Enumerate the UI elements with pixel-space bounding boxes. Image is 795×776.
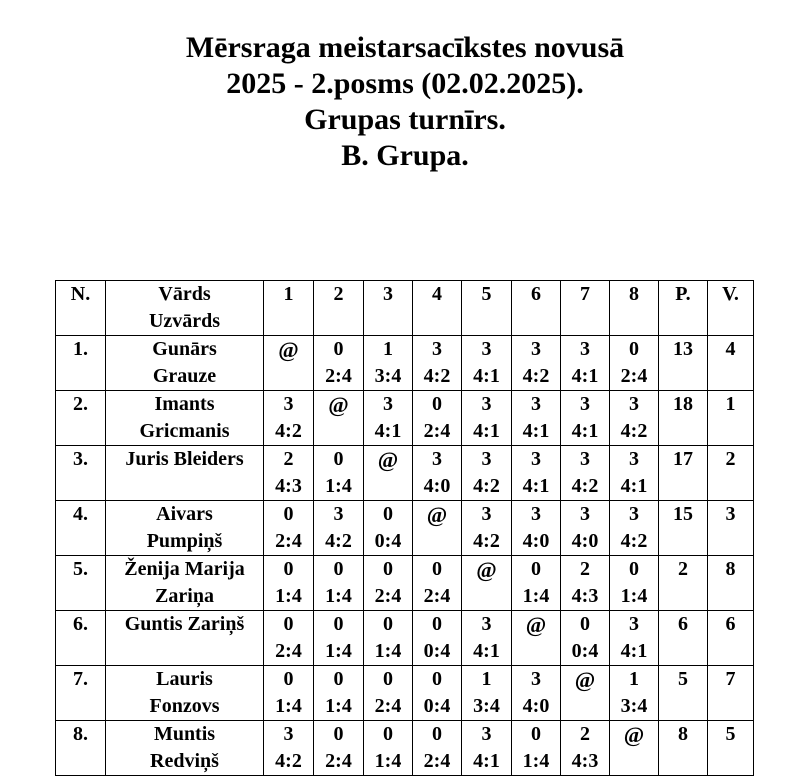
- final-place: 2: [708, 446, 754, 501]
- header-col-5: 5: [462, 281, 512, 336]
- total-points: 15: [659, 501, 708, 556]
- match-cell: 3 4:2: [264, 391, 314, 446]
- match-cell: 3 4:2: [610, 501, 659, 556]
- table-row: [56, 611, 754, 666]
- row-number: 2.: [56, 391, 106, 446]
- table-row: [56, 721, 754, 776]
- table-row: [56, 501, 754, 556]
- header-col-4: 4: [413, 281, 462, 336]
- match-cell: 2 4:3: [561, 556, 610, 611]
- match-cell: 0 2:4: [413, 391, 462, 446]
- match-cell: 0 2:4: [314, 721, 364, 776]
- player-name: Aivars Pumpiņš: [106, 501, 264, 556]
- match-cell: 0 2:4: [610, 336, 659, 391]
- match-cell: 0 1:4: [314, 446, 364, 501]
- title-line-4: B. Grupa.: [341, 139, 469, 172]
- match-cell: 0 0:4: [561, 611, 610, 666]
- final-place: 1: [708, 391, 754, 446]
- row-number: 3.: [56, 446, 106, 501]
- match-cell: @: [264, 336, 314, 391]
- header-col-8: 8: [610, 281, 659, 336]
- header-col-7: 7: [561, 281, 610, 336]
- row-number: 1.: [56, 336, 106, 391]
- match-cell: 3 4:2: [314, 501, 364, 556]
- match-cell: 3 4:1: [462, 336, 512, 391]
- match-cell: @: [314, 391, 364, 446]
- match-cell: 3 4:1: [364, 391, 413, 446]
- match-cell: 3 4:0: [512, 666, 561, 721]
- match-cell: @: [610, 721, 659, 776]
- match-cell: 0 1:4: [314, 556, 364, 611]
- title-line-2: 2025 - 2.posms (02.02.2025).: [226, 67, 584, 100]
- match-cell: 0 1:4: [264, 666, 314, 721]
- table-row: [56, 556, 754, 611]
- match-cell: 3 4:1: [462, 611, 512, 666]
- match-cell: 3 4:1: [462, 721, 512, 776]
- match-cell: 3 4:1: [561, 336, 610, 391]
- match-cell: 0 0:4: [413, 611, 462, 666]
- match-cell: 0 1:4: [364, 611, 413, 666]
- title-line-1: Mērsraga meistarsacīkstes novusā: [185, 31, 625, 64]
- player-name: Imants Gricmanis: [106, 391, 264, 446]
- match-cell: 0 1:4: [512, 556, 561, 611]
- table-row: [56, 391, 754, 446]
- title-line-3: Grupas turnīrs.: [304, 103, 506, 136]
- match-cell: 0 1:4: [512, 721, 561, 776]
- total-points: 2: [659, 556, 708, 611]
- row-number: 6.: [56, 611, 106, 666]
- document-title: [0, 30, 795, 174]
- match-cell: 3 4:0: [561, 501, 610, 556]
- match-cell: 3 4:2: [462, 501, 512, 556]
- total-points: 17: [659, 446, 708, 501]
- match-cell: @: [512, 611, 561, 666]
- header-points: P.: [659, 281, 708, 336]
- total-points: 13: [659, 336, 708, 391]
- match-cell: 3 4:2: [561, 446, 610, 501]
- match-cell: 0 2:4: [264, 501, 314, 556]
- table-row: [56, 446, 754, 501]
- total-points: 8: [659, 721, 708, 776]
- match-cell: 3 4:2: [610, 391, 659, 446]
- total-points: 6: [659, 611, 708, 666]
- table-row: [56, 336, 754, 391]
- match-cell: 0 0:4: [364, 501, 413, 556]
- match-cell: 0 1:4: [364, 721, 413, 776]
- match-cell: 3 4:2: [512, 336, 561, 391]
- match-cell: 0 2:4: [314, 336, 364, 391]
- match-cell: @: [561, 666, 610, 721]
- match-cell: 0 2:4: [264, 611, 314, 666]
- final-place: 5: [708, 721, 754, 776]
- player-name: Juris Bleiders: [106, 446, 264, 501]
- header-col-6: 6: [512, 281, 561, 336]
- match-cell: 1 3:4: [462, 666, 512, 721]
- match-cell: 3 4:1: [561, 391, 610, 446]
- match-cell: 3 4:0: [512, 501, 561, 556]
- match-cell: @: [364, 446, 413, 501]
- match-cell: @: [462, 556, 512, 611]
- match-cell: 2 4:3: [264, 446, 314, 501]
- row-number: 8.: [56, 721, 106, 776]
- match-cell: 0 2:4: [364, 556, 413, 611]
- table-row: [56, 666, 754, 721]
- total-points: 5: [659, 666, 708, 721]
- match-cell: 3 4:2: [264, 721, 314, 776]
- player-name: Lauris Fonzovs: [106, 666, 264, 721]
- row-number: 7.: [56, 666, 106, 721]
- match-cell: 0 1:4: [264, 556, 314, 611]
- row-number: 4.: [56, 501, 106, 556]
- match-cell: 0 1:4: [314, 666, 364, 721]
- total-points: 18: [659, 391, 708, 446]
- match-cell: 2 4:3: [561, 721, 610, 776]
- match-cell: @: [413, 501, 462, 556]
- match-cell: 3 4:1: [512, 391, 561, 446]
- match-cell: 0 1:4: [314, 611, 364, 666]
- match-cell: 3 4:1: [462, 391, 512, 446]
- player-name: Gunārs Grauze: [106, 336, 264, 391]
- final-place: 3: [708, 501, 754, 556]
- player-name: Guntis Zariņš: [106, 611, 264, 666]
- match-cell: 1 3:4: [364, 336, 413, 391]
- header-col-2: 2: [314, 281, 364, 336]
- match-cell: 3 4:0: [413, 446, 462, 501]
- match-cell: 3 4:1: [512, 446, 561, 501]
- header-name: Vārds Uzvārds: [106, 281, 264, 336]
- match-cell: 3 4:1: [610, 446, 659, 501]
- final-place: 4: [708, 336, 754, 391]
- final-place: 7: [708, 666, 754, 721]
- match-cell: 0 2:4: [413, 721, 462, 776]
- match-cell: 0 2:4: [364, 666, 413, 721]
- match-cell: 0 1:4: [610, 556, 659, 611]
- header-place: V.: [708, 281, 754, 336]
- header-row: [56, 281, 754, 336]
- header-number: N.: [56, 281, 106, 336]
- match-cell: 0 0:4: [413, 666, 462, 721]
- header-col-1: 1: [264, 281, 314, 336]
- final-place: 8: [708, 556, 754, 611]
- header-col-3: 3: [364, 281, 413, 336]
- match-cell: 3 4:2: [462, 446, 512, 501]
- match-cell: 0 2:4: [413, 556, 462, 611]
- final-place: 6: [708, 611, 754, 666]
- results-table: [55, 280, 754, 776]
- player-name: Muntis Redviņš: [106, 721, 264, 776]
- match-cell: 1 3:4: [610, 666, 659, 721]
- row-number: 5.: [56, 556, 106, 611]
- match-cell: 3 4:1: [610, 611, 659, 666]
- player-name: Ženija Marija Zariņa: [106, 556, 264, 611]
- match-cell: 3 4:2: [413, 336, 462, 391]
